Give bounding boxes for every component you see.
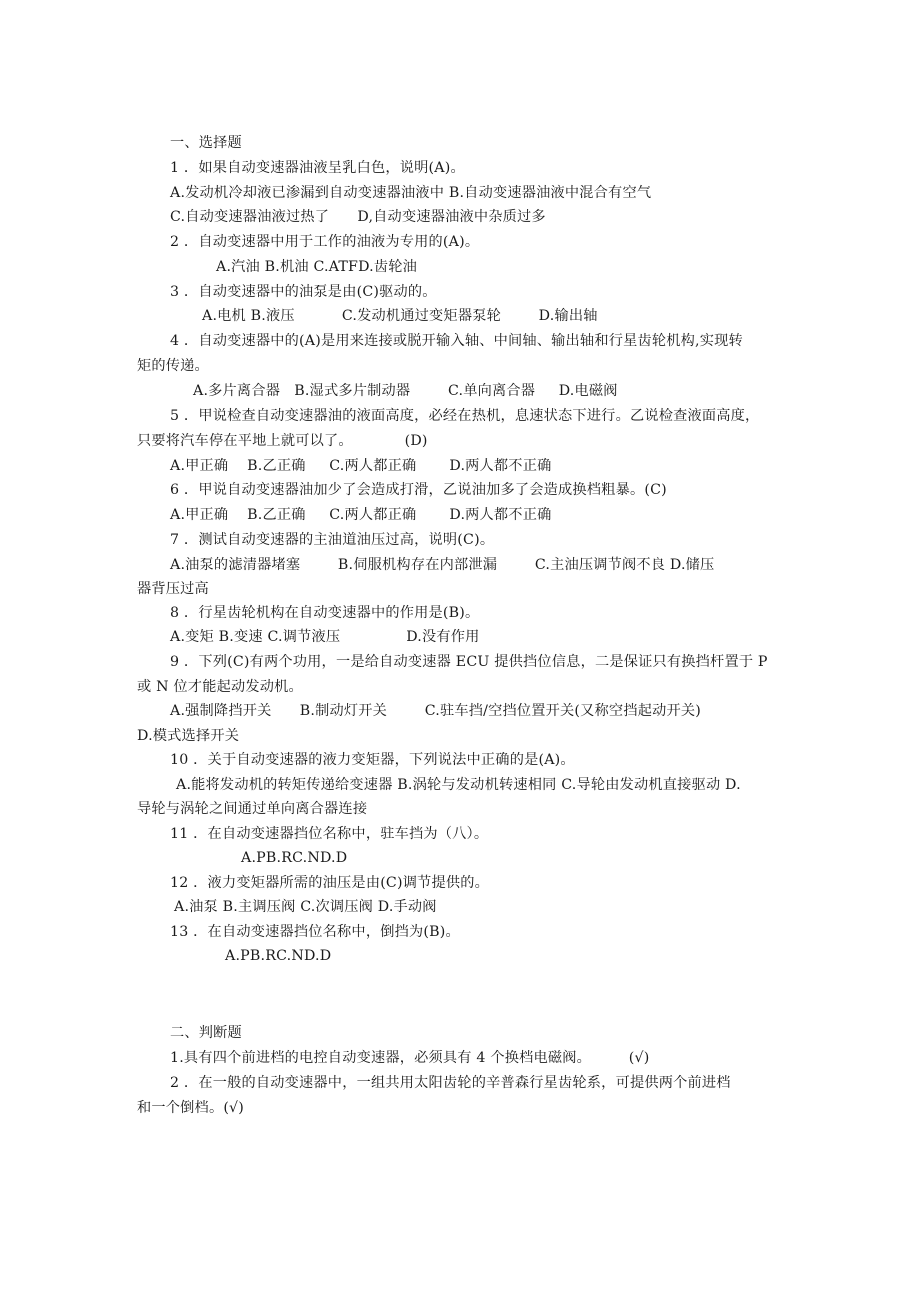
question-line: 只要将汽车停在平地上就可以了。 (D) bbox=[137, 433, 428, 449]
answer-options-line: A.能将发动机的转矩传递给变速器 B.涡轮与发动机转速相同 C.导轮由发动机直接驱动 D. bbox=[176, 777, 741, 793]
answer-options-line: A.油泵的滤清器堵塞 B.伺服机构存在内部泄漏 C.主油压调节阀不良 D.储压 bbox=[170, 557, 715, 573]
answer-options-line: 器背压过高 bbox=[137, 581, 209, 597]
question-line: 2 ．自动变速器中用于工作的油液为专用的(A)。 bbox=[170, 234, 480, 250]
section-heading: 二、判断题 bbox=[170, 1025, 242, 1041]
question-line: 6 ．甲说自动变速器油加少了会造成打滑，乙说油加多了会造成换档粗暴。(C) bbox=[170, 482, 667, 498]
answer-options-line: A.甲正确 B.乙正确 C.两人都正确 D.两人都不正确 bbox=[170, 458, 552, 474]
question-line: 10 ．关于自动变速器的液力变矩器，下列说法中正确的是(A)。 bbox=[170, 752, 575, 768]
section-heading: 一、选择题 bbox=[170, 135, 242, 151]
question-line: 和一个倒档。(√) bbox=[137, 1100, 245, 1116]
answer-options-line: A.强制降挡开关 B.制动灯开关 C.驻车挡/空挡位置开关(又称空挡起动开关) bbox=[170, 703, 701, 719]
question-line: 1.具有四个前进档的电控自动变速器，必须具有 4 个换档电磁阀。 (√) bbox=[170, 1050, 650, 1066]
answer-options-line: A.电机 B.液压 C.发动机通过变矩器泵轮 D.输出轴 bbox=[202, 308, 598, 324]
question-line: 1 ．如果自动变速器油液呈乳白色，说明(A)。 bbox=[170, 160, 465, 176]
question-line: 8 ．行星齿轮机构在自动变速器中的作用是(B)。 bbox=[170, 605, 480, 621]
answer-options-line: A.发动机冷却液已渗漏到自动变速器油液中 B.自动变速器油液中混合有空气 bbox=[170, 185, 652, 201]
answer-options-line: D.模式选择开关 bbox=[137, 728, 240, 744]
answer-options-line: C.自动变速器油液过热了 D,自动变速器油液中杂质过多 bbox=[170, 209, 546, 225]
answer-options-line: A.汽油 B.机油 C.ATFD.齿轮油 bbox=[216, 259, 418, 275]
question-line: 或 N 位才能起动发动机。 bbox=[137, 679, 303, 695]
answer-options-line: A.甲正确 B.乙正确 C.两人都正确 D.两人都不正确 bbox=[170, 507, 552, 523]
question-line: 12 ．液力变矩器所需的油压是由(C)调节提供的。 bbox=[170, 875, 490, 891]
answer-options-line: A.PB.RC.ND.D bbox=[225, 948, 332, 964]
answer-options-line: A.变矩 B.变速 C.调节液压 D.没有作用 bbox=[170, 629, 480, 645]
question-line: 11 ．在自动变速器挡位名称中，驻车挡为（八）。 bbox=[170, 826, 489, 842]
question-line: 4 ．自动变速器中的(A)是用来连接或脱开输入轴、中间轴、输出轴和行星齿轮机构,实现转 bbox=[170, 333, 743, 349]
question-line: 矩的传递。 bbox=[137, 358, 209, 374]
question-line: 7 ．测试自动变速器的主油道油压过高，说明(C)。 bbox=[170, 532, 495, 548]
answer-options-line: A.PB.RC.ND.D bbox=[241, 850, 348, 866]
answer-options-line: A.多片离合器 B.湿式多片制动器 C.单向离合器 D.电磁阀 bbox=[193, 383, 618, 399]
question-line: 2 ．在一般的自动变速器中，一组共用太阳齿轮的辛普森行星齿轮系，可提供两个前进档 bbox=[170, 1075, 731, 1091]
question-line: 13 ．在自动变速器挡位名称中，倒挡为(B)。 bbox=[170, 924, 460, 940]
question-line: 5 ．甲说检查自动变速器油的液面高度，必经在热机，息速状态下进行。乙说检查液面高度， bbox=[170, 408, 760, 424]
question-line: 9 ．下列(C)有两个功用，一是给自动变速器 ECU 提供挡位信息，二是保证只有换挡杆置于 P bbox=[170, 654, 768, 670]
question-line: 3 ．自动变速器中的油泵是由(C)驱动的。 bbox=[170, 284, 437, 300]
answer-options-line: 导轮与涡轮之间通过单向离合器连接 bbox=[137, 801, 368, 817]
answer-options-line: A.油泵 B.主调压阀 C.次调压阀 D.手动阀 bbox=[174, 899, 437, 915]
